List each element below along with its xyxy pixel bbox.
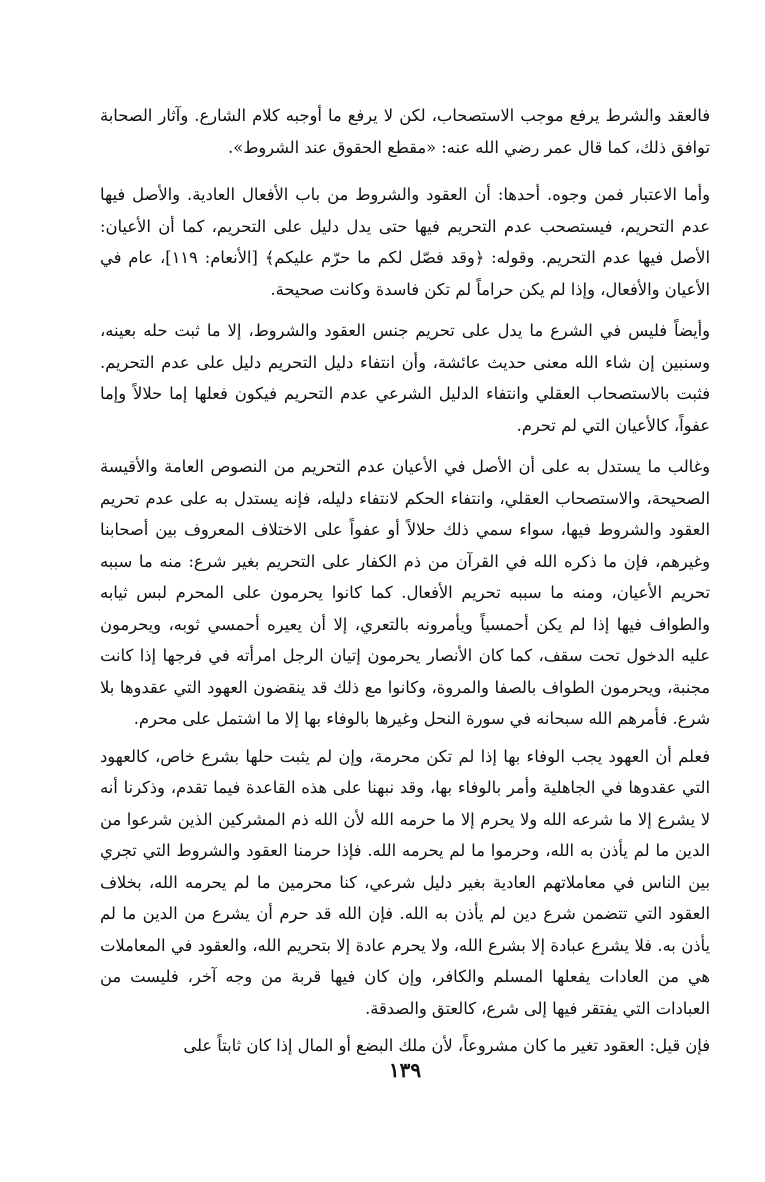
document-page [100,100,710,1140]
page-number: ١٣٩ [388,1058,422,1082]
paragraph-3: وأيضاً فليس في الشرع ما يدل على تحريم جنس العقود والشروط، إلا ما ثبت حله بعينه، وسنبين إن شاء الله معنى حديث عائشة، وأن انتفاء دليل التحريم دليل على عدم التحريم. فثبت بالاستصحاب العقلي وانتفاء الدليل الشرعي عدم التحريم فيكون فعلها إما حلالاً وإما عفواً، كالأعيان التي لم تحرم. [100,321,710,435]
paragraph-1: فالعقد والشرط يرفع موجب الاستصحاب، لكن لا يرفع ما أوجبه كلام الشارع. وآثار الصحابة توافق ذلك، كما قال عمر رضي الله عنه: «مقطع الحقوق عند الشروط». [100,106,710,157]
paragraph-6: فإن قيل: العقود تغير ما كان مشروعاً، لأن ملك البضع أو المال إذا كان ثابتاً على [183,1036,710,1055]
paragraph-4: وغالب ما يستدل به على أن الأصل في الأعيان عدم التحريم من النصوص العامة والأقيسة الصحيحة، والاستصحاب العقلي، وانتفاء الحكم لانتفاء دليله، فإنه يستدل به على عدم تحريم العقود والشروط فيها، سواء سمي ذلك حلالاً أو عفواً على الاختلاف المعروف بين أصحابنا وغيرهم، فإن ما ذكره الله في القرآن من ذم الكفار على التحريم بغير شرع: منه ما سببه تحريم الأعيان، ومنه ما سببه تحريم الأفعال. كما كانوا يحرمون على المحرم لبس ثيابه والطواف فيها إذا لم يكن أحمسياً ويأمرونه بالتعري، إلا أن يعيره أحمسي ثوبه، ويحرمون عليه الدخول تحت سقف، كما كان الأنصار يحرمون إتيان الرجل امرأته في فرجها إذا كانت مجنبة، ويحرمون الطواف بالصفا والمروة، وكانوا مع ذلك قد ينقضون العهود التي عقدوها بلا شرع. فأمرهم الله سبحانه في سورة النحل وغيرها بالوفاء بها إلا ما اشتمل على محرم. [100,457,710,728]
paragraph-5: فعلم أن العهود يجب الوفاء بها إذا لم تكن محرمة، وإن لم يثبت حلها بشرع خاص، كالعهود التي عقدوها في الجاهلية وأمر بالوفاء بها، وقد نبهنا على هذه القاعدة فيما تقدم، وذكرنا أنه لا يشرع إلا ما شرعه الله ولا يحرم إلا ما حرمه الله لأن الله ذم المشركين الذين شرعوا من الدين ما لم يأذن به الله، وحرموا ما لم يحرمه الله. فإذا حرمنا العقود والشروط التي تجري بين الناس في معاملاتهم العادية بغير دليل شرعي، كنا محرمين ما لم يحرمه الله، بخلاف العقود التي تتضمن شرع دين لم يأذن به الله. فإن الله قد حرم أن يشرع من الدين ما لم يأذن به. فلا يشرع عبادة إلا بشرع الله، ولا يحرم عادة إلا بتحريم الله، والعقود في المعاملات هي من العادات يفعلها المسلم والكافر، وإن كان فيها قربة من وجه آخر، فليست من العبادات التي يفتقر فيها إلى شرع، كالعتق والصدقة. [100,746,710,1018]
paragraph-2: وأما الاعتبار فمن وجوه. أحدها: أن العقود والشروط من باب الأفعال العادية. والأصل فيها عدم التحريم، فيستصحب عدم التحريم فيها حتى يدل دليل على التحريم، كما أن الأعيان: الأصل فيها عدم التحريم. وقوله: ﴿وقد فصّل لكم ما حرّم عليكم﴾ [الأنعام: ١١٩]، عام في الأعيان والأفعال، وإذا لم يكن حراماً لم تكن فاسدة وكانت صحيحة. [100,185,710,299]
